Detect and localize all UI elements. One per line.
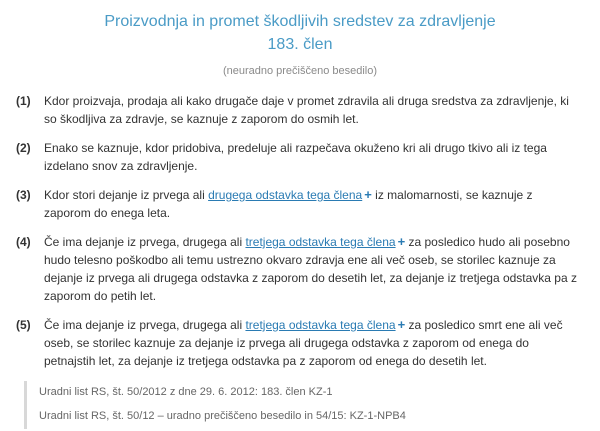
- paragraph-text: [44, 186, 580, 222]
- paragraph-number: (5): [16, 318, 31, 332]
- article-title-text: Proizvodnja in promet škodljivih sredstev za zdravljenje: [104, 13, 496, 30]
- paragraph-1: [16, 92, 580, 128]
- paragraph-number: (1): [16, 94, 31, 108]
- article-title: [0, 10, 600, 56]
- paragraph-number: (3): [16, 188, 31, 202]
- expand-plus-icon[interactable]: +: [397, 234, 406, 249]
- paragraph-number: (4): [16, 235, 31, 249]
- paragraph-number: (2): [16, 141, 31, 155]
- reference-link[interactable]: tretjega odstavka tega člena: [245, 235, 396, 249]
- legal-sources: [24, 381, 600, 429]
- reference-link[interactable]: drugega odstavka tega člena: [208, 188, 363, 202]
- article-header: [0, 0, 600, 78]
- article-paragraphs: [0, 92, 600, 370]
- paragraph-text-before: Kdor stori dejanje iz prvega ali: [44, 188, 209, 202]
- paragraph-text-after: iz malomarnosti, se kaznuje z zaporom do enega leta.: [44, 188, 533, 220]
- unofficial-text-note: (neuradno prečiščeno besedilo): [222, 65, 378, 77]
- paragraph-text: Enako se kaznuje, kdor pridobiva, predeluje ali razpečava okuženo kri ali drugo tkivo ali iz tega izdelano snov za zdravljenje.: [44, 141, 547, 173]
- paragraph-text-before: Če ima dejanje iz prvega, drugega ali: [44, 235, 246, 249]
- paragraph-text: [44, 316, 580, 370]
- source-line: Uradni list RS, št. 50/2012 z dne 29. 6. 2012: 183. člen KZ-1: [39, 386, 333, 398]
- paragraph-text: Kdor proizvaja, prodaja ali kako drugače daje v promet zdravila ali druga sredstva za zdravljenje, ki so škodljiva za zdravje, se kaznuje z zaporom do osmih let.: [44, 94, 569, 126]
- paragraph-3: [16, 186, 580, 222]
- paragraph-text-after: za posledico smrt ene ali več oseb, se storilec kaznuje za dejanje iz prvega ali drugega odstavka z zaporom od enega do petnajstih let, za dejanje iz tretjega odstavka pa z zaporom od enega do desetih let.: [44, 318, 563, 368]
- expand-plus-icon[interactable]: +: [397, 317, 406, 332]
- paragraph-4: [16, 233, 580, 305]
- paragraph-text-after: za posledico hudo ali posebno hudo telesno poškodbo ali temu ustrezno okvaro zdravja ene ali več oseb, se storilec kaznuje za dejanje iz prvega ali drugega odstavka z zaporom do desetih let, za dejanje iz tretjega odstavka pa z zaporom do petih let.: [44, 235, 577, 303]
- paragraph-text: [44, 233, 580, 305]
- paragraph-2: [16, 139, 580, 175]
- expand-plus-icon[interactable]: +: [364, 187, 372, 202]
- source-line: Uradni list RS, št. 50/12 – uradno prečiščeno besedilo in 54/15: KZ-1-NPB4: [39, 410, 406, 422]
- article-number: 183. člen: [267, 36, 333, 53]
- reference-link[interactable]: tretjega odstavka tega člena: [245, 318, 396, 332]
- paragraph-5: [16, 316, 580, 370]
- paragraph-text-before: Če ima dejanje iz prvega, drugega ali: [44, 318, 246, 332]
